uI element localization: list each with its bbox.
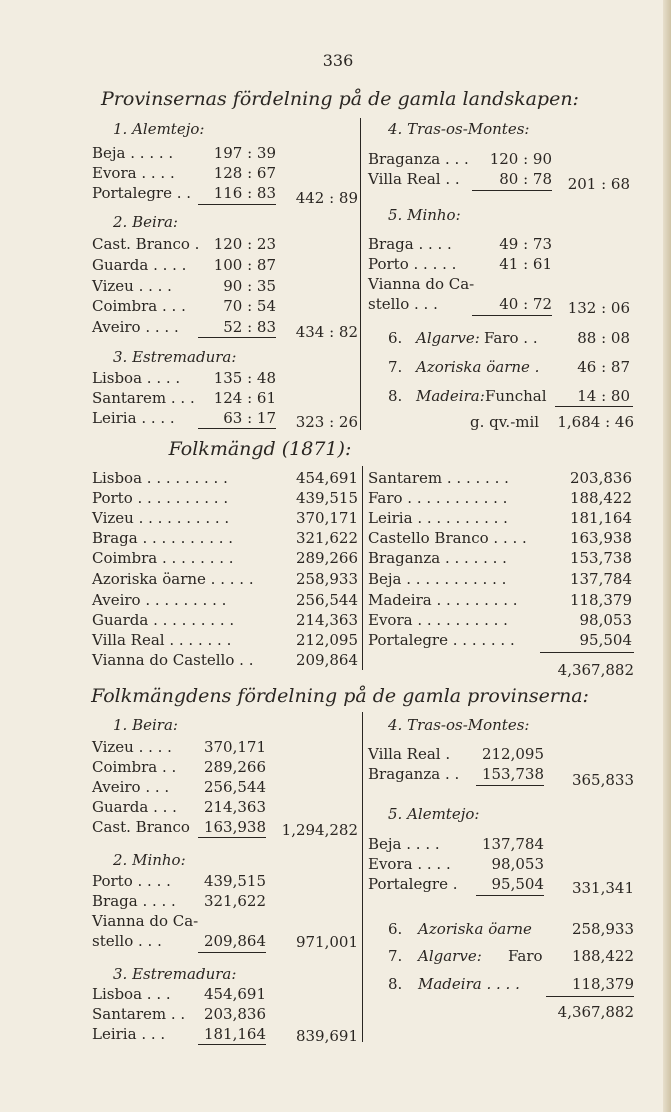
s3-g6-label: Azoriska öarne	[418, 920, 532, 938]
section3-divider	[362, 712, 363, 1042]
s1-g5-row1-name: Braga . . . .	[368, 235, 452, 253]
s1-g1-total: 442 : 89	[295, 189, 358, 207]
s1-g6-num: 6.	[388, 329, 403, 347]
s2-total: 4,367,882	[557, 661, 634, 679]
s3-g5-row3-name: Portalegre .	[368, 875, 458, 893]
s2-left-row7-value: 256,544	[295, 591, 358, 609]
s3-total: 4,367,882	[557, 1003, 634, 1021]
s1-g2-total: 434 : 82	[295, 323, 358, 341]
s2-left-row6-name: Azoriska öarne . . . . .	[92, 570, 254, 588]
s2-left-row1-name: Lisboa . . . . . . . . .	[92, 469, 228, 487]
s2-right-row8-name: Evora . . . . . . . . . .	[368, 611, 508, 629]
s2-left-row3-name: Vizeu . . . . . . . . . .	[92, 509, 230, 527]
s3-g1-row3-value: 256,544	[203, 778, 266, 796]
s1-g1-row1-name: Beja . . . . .	[92, 144, 174, 162]
s3-g8-label: Madeira . . . .	[418, 975, 520, 993]
s1-g3-title: 3. Estremadura:	[113, 348, 237, 366]
s1-total-rule	[555, 406, 633, 407]
s3-g1-row4-name: Guarda . . .	[92, 798, 177, 816]
s3-g1-rule	[198, 837, 266, 838]
s1-g2-row1-name: Cast. Branco .	[92, 235, 200, 253]
s2-left-row9-name: Villa Real . . . . . . .	[92, 631, 232, 649]
s1-g5-row2-name: Porto . . . . .	[368, 255, 457, 273]
s3-g4-total: 365,833	[571, 771, 634, 789]
s1-g8-num: 8.	[388, 387, 403, 405]
s1-g5-rule	[472, 315, 552, 316]
s2-right-row1-name: Santarem . . . . . . .	[368, 469, 509, 487]
s3-g6-value: 258,933	[571, 920, 634, 938]
s2-left-row10-name: Vianna do Castello . .	[92, 651, 254, 669]
s2-left-row1-value: 454,691	[295, 469, 358, 487]
s3-g3-row3-value: 181,164	[203, 1025, 266, 1043]
s2-left-row3-value: 370,171	[295, 509, 358, 527]
s2-left-row5-value: 289,266	[295, 549, 358, 567]
s1-g4-title: 4. Tras-os-Montes:	[388, 120, 530, 138]
s1-g7-value: 46 : 87	[577, 358, 630, 376]
s2-right-row9-name: Portalegre . . . . . . .	[368, 631, 515, 649]
s1-g3-row1-value: 135 : 48	[213, 369, 276, 387]
s2-right-row7-value: 118,379	[569, 591, 632, 609]
s1-g5-row2-value: 41 : 61	[499, 255, 552, 273]
s2-left-row4-value: 321,622	[295, 529, 358, 547]
s3-g1-row4-value: 214,363	[203, 798, 266, 816]
s3-g7-label: Algarve:	[418, 947, 482, 965]
s3-g2-row1-name: Porto . . . .	[92, 872, 171, 890]
s2-right-row3-value: 181,164	[569, 509, 632, 527]
s1-g8-value: 14 : 80	[577, 387, 630, 405]
s1-g6-label: Algarve:	[416, 329, 480, 347]
s2-left-row6-value: 258,933	[295, 570, 358, 588]
s2-left-row9-value: 212,095	[295, 631, 358, 649]
s3-g3-total: 839,691	[295, 1027, 358, 1045]
s1-g5-row3-name: Vianna do Ca-	[368, 275, 475, 293]
s3-g3-row1-value: 454,691	[203, 985, 266, 1003]
s3-g2-total: 971,001	[295, 933, 358, 951]
s1-g2-row2-name: Guarda . . . .	[92, 256, 187, 274]
s3-g8-num: 8.	[388, 975, 403, 993]
s3-g1-row5-value: 163,938	[203, 818, 266, 836]
s3-g4-row1-value: 212,095	[481, 745, 544, 763]
section2-heading: Folkmängd (1871):	[168, 438, 352, 460]
section1-divider	[360, 118, 361, 430]
s1-g1-row3-value: 116 : 83	[213, 184, 276, 202]
s1-g3-total: 323 : 26	[295, 413, 358, 431]
s1-g2-row5-value: 52 : 83	[223, 318, 276, 336]
s3-g6-num: 6.	[388, 920, 403, 938]
s1-g1-row2-value: 128 : 67	[213, 164, 276, 182]
s3-g4-title: 4. Tras-os-Montes:	[388, 716, 530, 734]
s3-g5-row3-value: 95,504	[491, 875, 544, 893]
s3-g3-row2-name: Santarem . .	[92, 1005, 186, 1023]
s1-g6-place: Faro . .	[484, 329, 538, 347]
s1-g3-row2-value: 124 : 61	[213, 389, 276, 407]
s1-g4-row1-value: 120 : 90	[489, 150, 552, 168]
s3-g4-row1-name: Villa Real .	[368, 745, 451, 763]
s1-g3-rule	[198, 428, 276, 429]
s1-g2-row2-value: 100 : 87	[213, 256, 276, 274]
s3-g3-row3-name: Leiria . . .	[92, 1025, 166, 1043]
s3-g1-row1-value: 370,171	[203, 738, 266, 756]
s1-g2-row3-value: 90 : 35	[223, 277, 276, 295]
s1-g2-rule	[198, 337, 276, 338]
s1-g3-row1-name: Lisboa . . . .	[92, 369, 181, 387]
s1-g4-total: 201 : 68	[567, 175, 630, 193]
s1-g2-row4-name: Coimbra . . .	[92, 297, 186, 315]
s3-g3-title: 3. Estremadura:	[113, 965, 237, 983]
s2-right-row6-value: 137,784	[569, 570, 632, 588]
s1-g6-value: 88 : 08	[577, 329, 630, 347]
page-number: 336	[322, 51, 354, 70]
s1-g1-row1-value: 197 : 39	[213, 144, 276, 162]
s2-right-row2-name: Faro . . . . . . . . . . .	[368, 489, 508, 507]
s1-g5-total: 132 : 06	[567, 299, 630, 317]
s2-right-row1-value: 203,836	[569, 469, 632, 487]
s1-g3-row2-name: Santarem . . .	[92, 389, 195, 407]
s2-left-row2-name: Porto . . . . . . . . . .	[92, 489, 229, 507]
s1-g7-label: Azoriska öarne .	[416, 358, 540, 376]
s3-g1-title: 1. Beira:	[113, 716, 178, 734]
s3-g1-row1-name: Vizeu . . . .	[92, 738, 172, 756]
s1-g3-row3-name: Leiria . . . .	[92, 409, 175, 427]
section3-heading: Folkmängdens fördelning på de gamla provinserna:	[91, 685, 589, 707]
s3-g1-row3-name: Aveiro . . .	[92, 778, 170, 796]
s2-left-row2-value: 439,515	[295, 489, 358, 507]
s3-g5-total: 331,341	[571, 879, 634, 897]
s1-g4-rule	[472, 190, 552, 191]
s3-g8-value: 118,379	[571, 975, 634, 993]
s3-g5-row1-value: 137,784	[481, 835, 544, 853]
s2-right-row4-name: Castello Branco . . . .	[368, 529, 527, 547]
s3-g3-row2-value: 203,836	[203, 1005, 266, 1023]
s3-g2-rule	[198, 952, 266, 953]
s1-g3-row3-value: 63 : 17	[223, 409, 276, 427]
s2-total-rule	[540, 652, 634, 653]
s2-right-row5-value: 153,738	[569, 549, 632, 567]
s1-g2-row3-name: Vizeu . . . .	[92, 277, 172, 295]
section2-divider	[362, 466, 363, 670]
s3-g3-rule	[198, 1044, 266, 1045]
s1-g7-num: 7.	[388, 358, 403, 376]
s1-total-label: g. qv.-mil	[470, 413, 540, 431]
s2-left-row5-name: Coimbra . . . . . . . .	[92, 549, 234, 567]
s2-right-row9-value: 95,504	[579, 631, 632, 649]
s1-g8-place: Funchal	[485, 387, 547, 405]
s1-g4-row1-name: Braganza . . .	[368, 150, 469, 168]
page-edge	[663, 0, 671, 1112]
s3-g1-row5-name: Cast. Branco	[92, 818, 190, 836]
s1-g1-rule	[198, 204, 276, 205]
s3-g4-row2-value: 153,738	[481, 765, 544, 783]
s3-g7-value: 188,422	[571, 947, 634, 965]
s1-g8-label: Madeira:	[416, 387, 485, 405]
s1-total: 1,684 : 46	[557, 413, 634, 431]
s3-g7-place: Faro	[508, 947, 543, 965]
s1-g1-title: 1. Alemtejo:	[113, 120, 205, 138]
s1-g5-row4-value: 40 : 72	[499, 295, 552, 313]
s3-g5-row2-value: 98,053	[491, 855, 544, 873]
s2-right-row3-name: Leiria . . . . . . . . . .	[368, 509, 508, 527]
s3-g4-row2-name: Braganza . .	[368, 765, 460, 783]
s2-right-row2-value: 188,422	[569, 489, 632, 507]
s2-right-row8-value: 98,053	[579, 611, 632, 629]
s1-g1-row3-name: Portalegre . .	[92, 184, 192, 202]
s3-g1-row2-name: Coimbra . .	[92, 758, 177, 776]
s3-g2-title: 2. Minho:	[113, 851, 186, 869]
s3-total-rule	[546, 996, 634, 997]
s3-g4-rule	[476, 785, 544, 786]
s1-g5-title: 5. Minho:	[388, 206, 461, 224]
s3-g1-row2-value: 289,266	[203, 758, 266, 776]
s1-g4-row2-value: 80 : 78	[499, 170, 552, 188]
s1-g4-row2-name: Villa Real . .	[368, 170, 460, 188]
s3-g5-rule	[476, 895, 544, 896]
s3-g2-row3-name: Vianna do Ca-	[92, 912, 199, 930]
s2-right-row7-name: Madeira . . . . . . . . .	[368, 591, 518, 609]
s3-g5-row1-name: Beja . . . .	[368, 835, 440, 853]
s3-g2-row4-name: stello . . .	[92, 932, 162, 950]
s3-g5-title: 5. Alemtejo:	[388, 805, 480, 823]
s3-g5-row2-name: Evora . . . .	[368, 855, 451, 873]
s1-g1-row2-name: Evora . . . .	[92, 164, 175, 182]
s3-g1-total: 1,294,282	[281, 821, 358, 839]
s2-left-row10-value: 209,864	[295, 651, 358, 669]
s3-g7-num: 7.	[388, 947, 403, 965]
section1-heading: Provinsernas fördelning på de gamla landskapen:	[101, 88, 579, 110]
s3-g2-row4-value: 209,864	[203, 932, 266, 950]
s2-right-row4-value: 163,938	[569, 529, 632, 547]
s1-g2-row5-name: Aveiro . . . .	[92, 318, 179, 336]
s2-left-row4-name: Braga . . . . . . . . . .	[92, 529, 234, 547]
s1-g2-row4-value: 70 : 54	[223, 297, 276, 315]
s1-g2-row1-value: 120 : 23	[213, 235, 276, 253]
s2-left-row8-name: Guarda . . . . . . . . .	[92, 611, 235, 629]
s3-g3-row1-name: Lisboa . . .	[92, 985, 171, 1003]
s2-right-row6-name: Beja . . . . . . . . . . .	[368, 570, 507, 588]
s1-g5-row1-value: 49 : 73	[499, 235, 552, 253]
s2-right-row5-name: Braganza . . . . . . .	[368, 549, 507, 567]
s1-g2-title: 2. Beira:	[113, 213, 178, 231]
s2-left-row7-name: Aveiro . . . . . . . . .	[92, 591, 227, 609]
s3-g2-row1-value: 439,515	[203, 872, 266, 890]
s3-g2-row2-value: 321,622	[203, 892, 266, 910]
s2-left-row8-value: 214,363	[295, 611, 358, 629]
s1-g5-row4-name: stello . . .	[368, 295, 438, 313]
s3-g2-row2-name: Braga . . . .	[92, 892, 176, 910]
